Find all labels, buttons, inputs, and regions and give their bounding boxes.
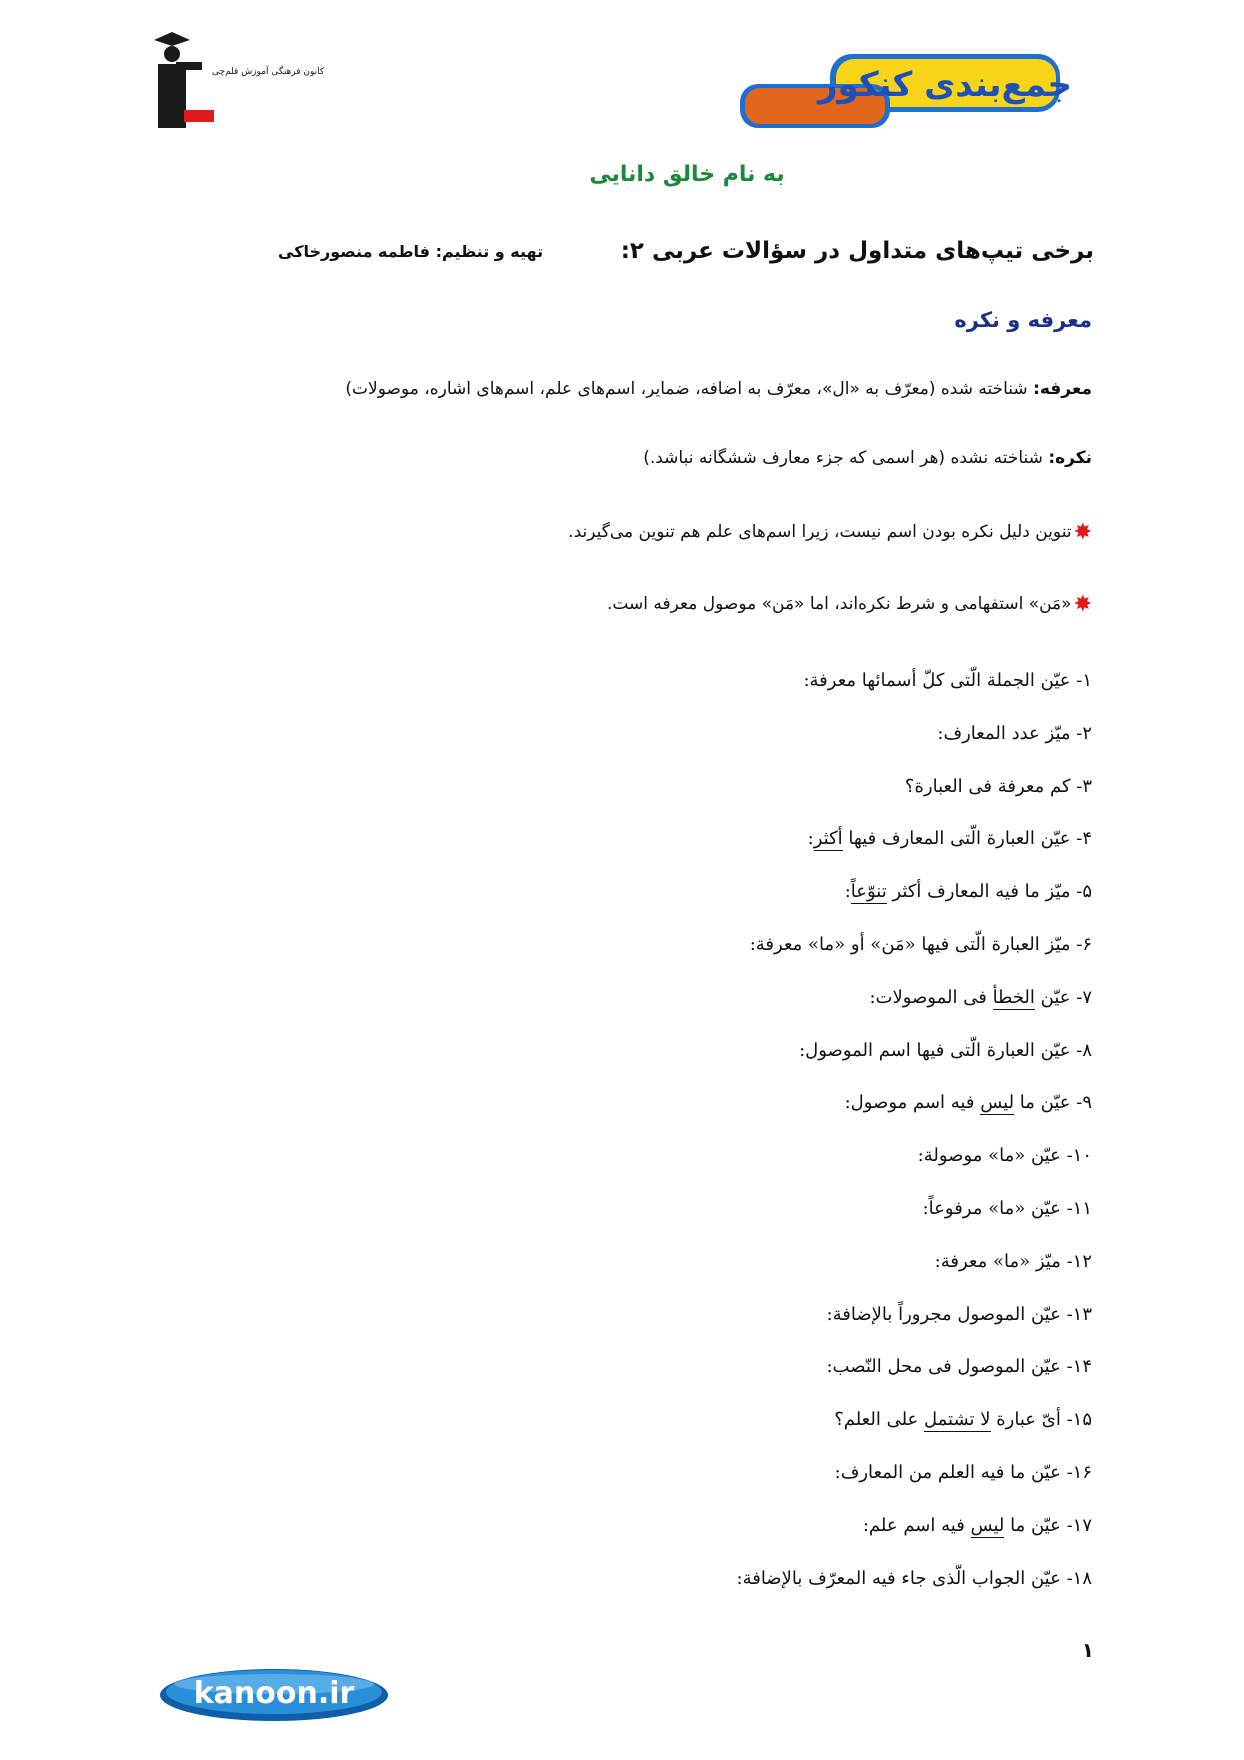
question-item [869,987,1092,1008]
question-text: ۱۸- عیّن الجواب الّذی جاء فیه المعرّف بالإضافة: [736,1567,1092,1589]
question-item [845,881,1092,902]
question-item [737,1568,1093,1589]
note-tanvin [568,520,1092,545]
question-underlined-word: لیس [970,1514,1005,1536]
question-item [923,1198,1092,1219]
question-text: ۱۰- عیّن «ما» موصولة: [917,1145,1092,1167]
question-text: ۴- عیّن العبارة الّتی المعارف فیها [842,828,1092,850]
kanoon-site-text: kanoon.ir [193,1676,355,1711]
document-title: برخی تیپ‌های متداول در سؤالات عربی ۲: [620,238,1094,264]
question-text: ۸- عیّن العبارة الّتی فیها اسم الموصول: [799,1039,1092,1061]
question-underlined-word: لا تشتمل [924,1409,991,1431]
question-text-end: فیه اسم موصول: [844,1092,981,1114]
question-text-end: فی الموصولات: [869,986,993,1008]
question-item [845,1092,1092,1113]
question-item [799,1040,1092,1061]
question-text-end: : [807,828,814,850]
question-text: ۶- میّز العبارة الّتی فیها «مَن» أو «ما» معرفة: [749,934,1092,955]
question-text-end: فیه اسم علم: [862,1514,971,1536]
question-text: ۱۱- عیّن «ما» مرفوعاً: [922,1198,1092,1219]
question-text: ۱- عیّن الجملة الّتی کلّ أسمائها معرفة: [803,670,1092,691]
question-text: ۹- عیّن ما [1014,1092,1092,1114]
question-item [905,776,1092,797]
question-text: ۱۶- عیّن ما فیه العلم من المعارف: [834,1462,1092,1483]
definition-text: شناخته نشده (هر اسمی که جزء معارف ششگانه نباشد.) [643,448,1049,468]
brand-logo [720,40,1080,140]
question-underlined-word: أکثر [813,828,843,850]
definition-term: معرفه: [1033,379,1092,399]
question-text-end: علی العلم؟ [834,1409,924,1431]
institute-logo [150,28,325,133]
question-text: ۱۳- عیّن الموصول مجروراً بالإضافة: [826,1303,1092,1325]
question-text: ۱۷- عیّن ما [1004,1514,1092,1536]
question-text-end: : [844,881,851,903]
question-underlined-word: تنوّعاً [850,881,887,903]
title-row [150,238,1094,274]
author-credit: تهیه و تنظیم: فاطمه منصورخاکی [278,242,544,261]
note-text: «مَن» استفهامی و شرط نکره‌اند، اما «مَن» موصول معرفه است. [606,594,1072,614]
kanoon-site-logo [158,1662,390,1722]
question-item [826,1356,1092,1377]
question-item [803,670,1092,691]
definition-term: نکره: [1048,448,1092,468]
page-number: ۱ [1081,1638,1094,1662]
question-item [827,1304,1092,1325]
star-bullet-icon: ✸ [1073,592,1092,617]
question-text: ۳- کم معرفة فی العبارة؟ [904,775,1092,797]
question-item [937,723,1092,744]
question-item [834,1409,1092,1430]
section-title: معرفه و نکره [954,308,1092,332]
question-text: ۵- میّز ما فیه المعارف أکثر [886,881,1092,903]
question-item [918,1145,1092,1166]
question-item [808,828,1092,849]
question-underlined-word: لیس [980,1092,1015,1114]
institute-logo-text: کانون فرهنگی آموزش قلم‌چی [212,67,325,77]
note-man [607,592,1092,617]
question-text: ۲- میّز عدد المعارف: [937,722,1092,744]
note-text: تنوین دلیل نکره بودن اسم نیست، زیرا اسم‌های علم هم تنوین می‌گیرند. [568,522,1072,542]
question-underlined-word: الخطأ [992,986,1035,1008]
brand-logo-text: جمع‌بندی کنکور [817,65,1073,105]
definition-nakare [643,448,1092,468]
question-item [935,1251,1092,1272]
question-text: ۱۲- میّز «ما» معرفة: [934,1250,1092,1272]
basmala: به نام خالق دانایی [589,162,785,187]
question-item [750,934,1092,955]
question-text: ۱۵- أیّ عبارة [990,1409,1092,1431]
question-item [863,1515,1092,1536]
question-text: ۷- عیّن [1034,986,1092,1008]
definition-maarefe [345,379,1092,399]
question-text: ۱۴- عیّن الموصول فی محل النّصب: [826,1356,1092,1378]
definition-text: شناخته شده (معرّف به «ال»، معرّف به اضافه، ضمایر، اسم‌های علم، اسم‌های اشاره، موصولات) [345,379,1034,399]
question-item [835,1462,1092,1483]
star-bullet-icon: ✸ [1073,520,1092,545]
